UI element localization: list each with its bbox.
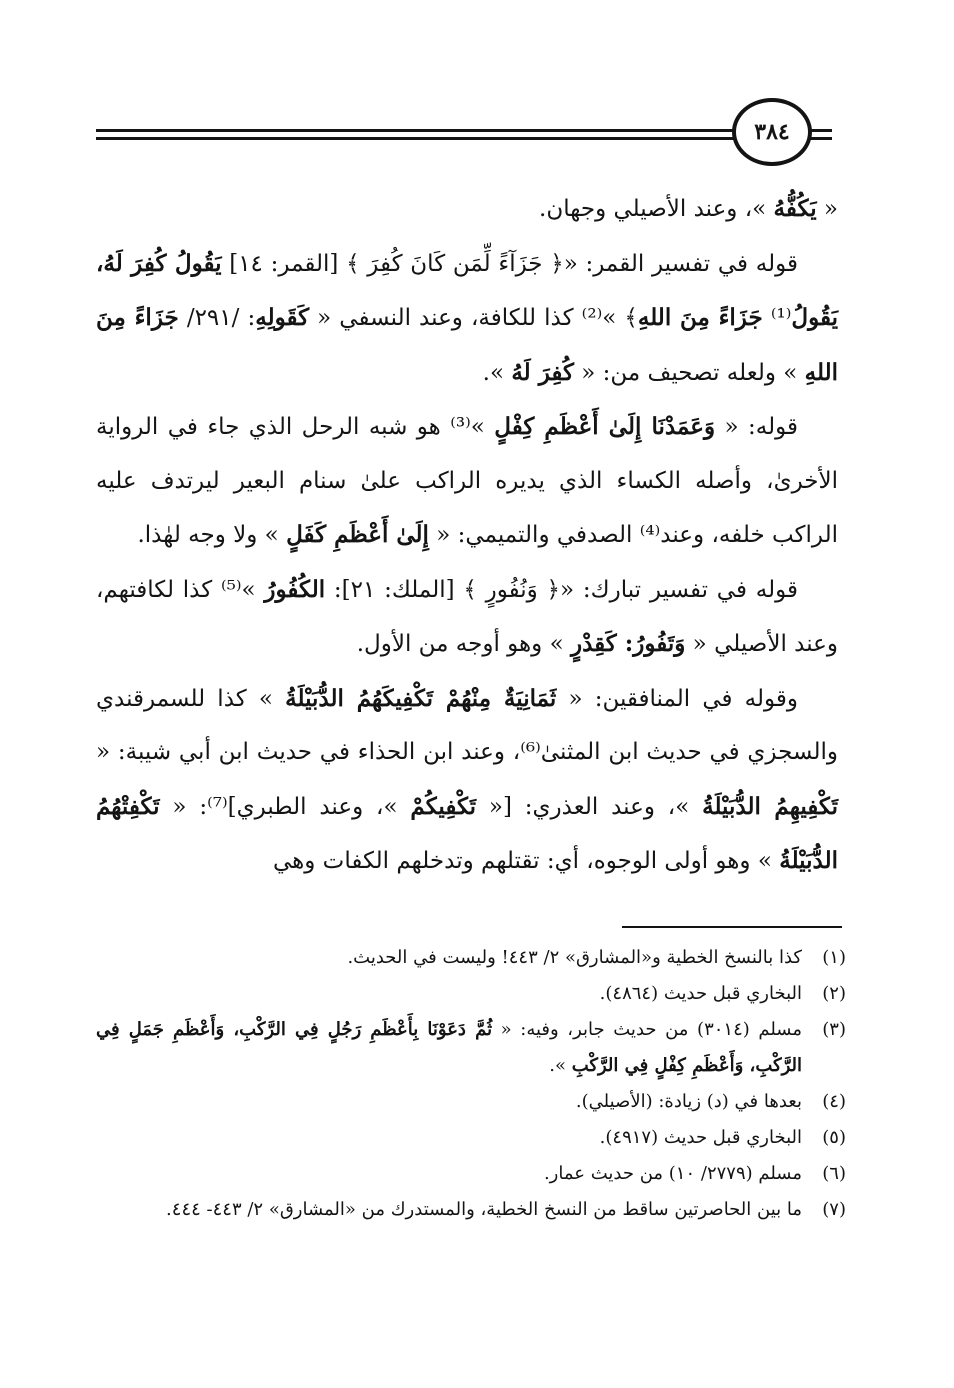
quoted-term: ثَمَانِيَةٌ مِنْهُمْ تَكْفِيكَهُمُ الدُّبَيْلَةُ [285, 684, 557, 712]
page-header [96, 96, 856, 166]
footnote-number: (٣) [822, 1019, 846, 1040]
text-run: البخاري قبل حديث (٤٩١٧). [599, 1127, 802, 1148]
text-run: »، وعند الأصيلي وجهان. [539, 196, 774, 222]
quoted-term: يَقُولُ كُفِرَ لَهُ، يَقُولُ [96, 249, 839, 331]
quoted-term: إِلَىٰ أَعْظَمِ كَفَلٍ [286, 521, 429, 548]
text-run: ». [482, 359, 512, 386]
footnote-text [96, 976, 802, 1012]
text-run: ﴾ »⁽²⁾ كذا للكافة، وعند النسفي « [309, 305, 638, 331]
text-run: البخاري قبل حديث (٤٨٦٤). [599, 983, 802, 1004]
footnote-number: (١) [822, 947, 846, 968]
footnote [96, 1084, 846, 1120]
footnote-text [96, 940, 802, 976]
header-rule-top [96, 129, 736, 132]
text-run: »⁽⁵⁾ كذا لكافتهم، وعند الأصيلي « [96, 576, 838, 657]
text-run: ⁽¹⁾ [762, 305, 792, 331]
footnote [96, 1192, 846, 1228]
footnote-number: (٤) [822, 1091, 846, 1112]
text-run: : /٢٩١/ [178, 305, 256, 331]
footnotes [96, 940, 846, 1228]
quoted-term: وَعَمَدْنَا إِلَىٰ أَعْظَمِ كِفْلٍ [494, 413, 716, 440]
paragraph [96, 182, 838, 237]
footnote-number: (٦) [822, 1163, 846, 1184]
main-text [96, 182, 838, 889]
footnote [96, 976, 846, 1012]
footnote [96, 940, 846, 976]
text-run: مسلم (٢٧٧٩/ ١٠) من حديث عمار. [543, 1163, 802, 1184]
text-run: » وهو أوجه من الأول. [356, 631, 571, 657]
text-run: »، وعند الطبري]⁽⁷⁾: « [159, 793, 411, 820]
text-run: قوله: « [715, 414, 798, 440]
quoted-term: تَكْفِتْهُمُ الدُّبَيْلَةُ [96, 792, 838, 874]
quoted-term: تَكْفِيهِمُ الدُّبَيْلَةُ [702, 792, 838, 820]
text-run: » وهو أولى الوجوه، أي: تقتلهم وتدخلهم الكفات وهي [272, 848, 780, 874]
footnote [96, 1120, 846, 1156]
text-run: قوله في تفسير تبارك: «﴿ وَنُفُورٍ ﴾ [الملك: ٢١]: [325, 576, 798, 603]
paragraph [96, 563, 838, 672]
text-run: وقوله في المنافقين: « [556, 685, 798, 712]
page-number: ٣٨٤ [732, 98, 812, 166]
quoted-term: الكُفُورُ [264, 575, 326, 603]
text-run: مسلم (٣٠١٤) من حديث جابر، وفيه: « [492, 1019, 802, 1040]
text-run: » ولعله تصحيف من: « [573, 359, 805, 386]
paragraph [96, 400, 838, 563]
footnote-text [96, 1192, 802, 1228]
text-run: كذا بالنسخ الخطية و«المشارق» ٢/ ٤٤٣! وليست في الحديث. [347, 947, 802, 968]
footnote [96, 1012, 846, 1084]
text-run: ما بين الحاصرتين ساقط من النسخ الخطية، والمستدرك من «المشارق» ٢/ ٤٤٣- ٤٤٤. [166, 1199, 802, 1220]
footnote-number: (٧) [822, 1199, 846, 1220]
paragraph [96, 237, 838, 401]
quoted-term: يَكُفُّهُ [773, 195, 817, 222]
text-run: »، وعند العذري: [« [476, 793, 703, 820]
footnote [96, 1156, 846, 1192]
text-run: » ولا وجه لهٰذا. [137, 522, 287, 548]
text-run: « [816, 196, 838, 222]
quoted-term: كُفِرَ لَهُ [511, 358, 574, 386]
text-run: ». [549, 1055, 572, 1076]
footnote-number: (٥) [822, 1127, 846, 1148]
footnote-number: (٢) [822, 983, 846, 1004]
footnote-text [96, 1084, 802, 1120]
footnote-separator [622, 926, 842, 928]
paragraph [96, 672, 838, 889]
quoted-term: جَزَاءً مِنَ اللهِ [637, 304, 763, 331]
text-run: »⁽³⁾ هو شبه الرحل الذي جاء في الرواية الأخرىٰ، وأصله الكساء الذي يديره الراكب علىٰ سنام البعير ليرتدف عليه الراكب خلفه، وعند⁽⁴⁾ الصدفي والتميمي: « [96, 414, 838, 548]
footnote-text [96, 1156, 802, 1192]
quoted-term: تَكْفِيكُمْ [410, 792, 477, 820]
footnote-text [96, 1012, 802, 1084]
text-run: » كذا للسمرقندي والسجزي في حديث ابن المثنىٰ⁽⁶⁾، وعند ابن الحذاء في حديث ابن أبي شيبة: « [96, 685, 838, 765]
quoted-term: ثُمَّ دَعَوْنَا بِأَعْظَمِ رَجُلٍ فِي الرَّكْبِ، وَأَعْظَمِ جَمَلٍ فِي الرَّكْبِ، وَأَعْظَمِ كِفْلٍ فِي الرَّكْبِ [96, 1019, 802, 1076]
quoted-term: كَقَولِهِ [255, 304, 310, 331]
text-run: بعدها في (د) زيادة: (الأصيلي). [575, 1091, 802, 1112]
footnote-text [96, 1120, 802, 1156]
header-rule-bottom [96, 137, 736, 140]
text-run: قوله في تفسير القمر: «﴿ جَزَآءً لِّمَن كَانَ كُفِرَ ﴾ [القمر: ١٤] [221, 250, 798, 277]
quoted-term: جَزَاءً مِنَ اللهِ [96, 304, 838, 386]
quoted-term: وَتَفُورُ: كَقِدْرٍ [570, 630, 686, 657]
